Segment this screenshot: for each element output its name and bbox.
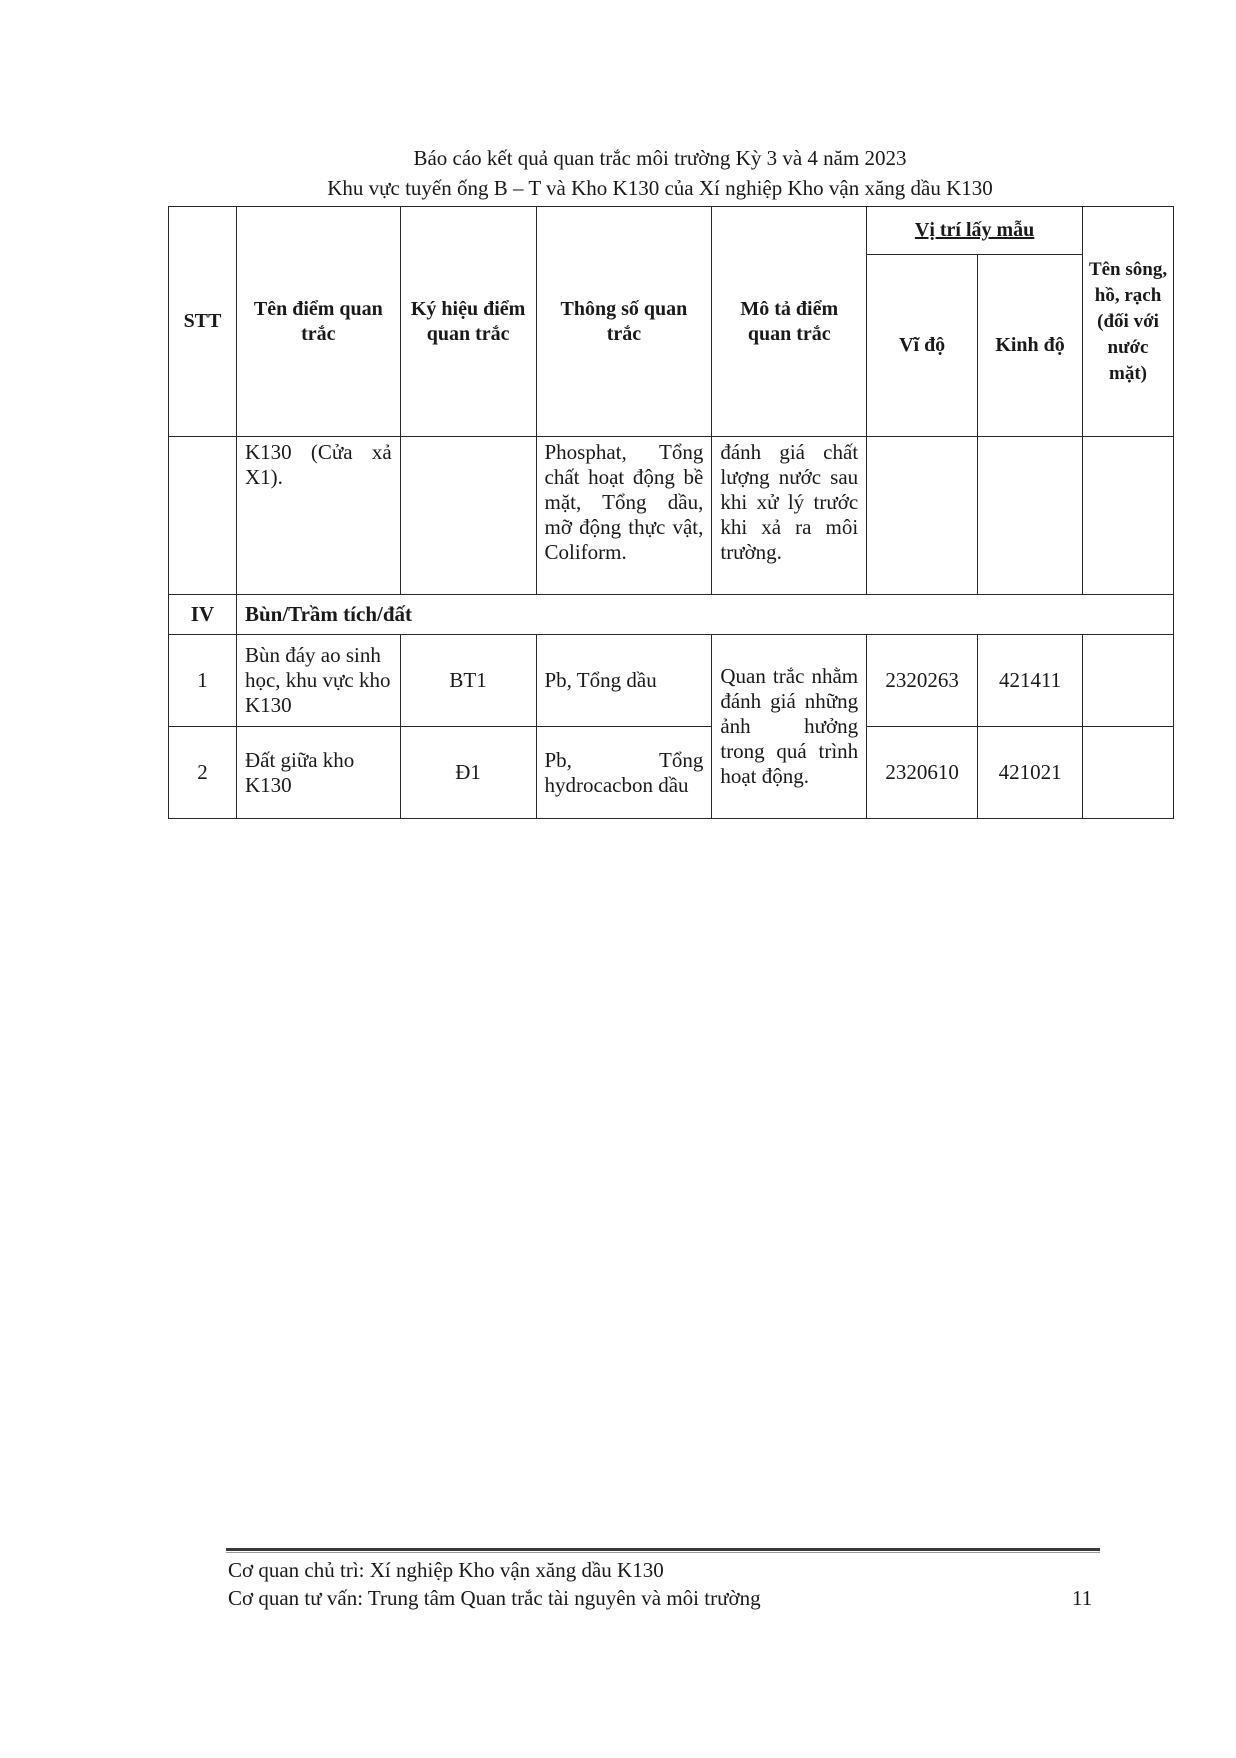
monitoring-table <box>168 206 1174 819</box>
cell-mo-ta: đánh giá chất lượng nước sau khi xử lý trước khi xả ra môi trường. <box>712 437 867 595</box>
section-row <box>169 595 1174 635</box>
cell-mo-ta: Quan trắc nhằm đánh giá những ảnh hưởng trong quá trình hoạt động. <box>712 635 867 819</box>
cell-stt: 2 <box>169 727 237 819</box>
cell-vi-do: 2320263 <box>867 635 978 727</box>
cell-kinh-do: 421411 <box>978 635 1083 727</box>
page-number: 11 <box>1072 1586 1093 1610</box>
footer-divider <box>226 1548 1100 1551</box>
cell-ky-hieu: Đ1 <box>400 727 536 819</box>
cell-ten-diem: Bùn đáy ao sinh học, khu vực kho K130 <box>236 635 400 727</box>
report-title-line-2: Khu vực tuyến ống B – T và Kho K130 của Xí nghiệp Kho vận xăng dầu K130 <box>327 176 993 200</box>
cell-thong-so: Pb, Tổng dầu <box>536 635 712 727</box>
cell-vi-do: 2320610 <box>867 727 978 819</box>
col-header-thong-so: Thông số quan trắc <box>536 207 712 437</box>
col-header-vi-do: Vĩ độ <box>867 255 978 437</box>
cell-ten-diem: Đất giữa kho K130 <box>236 727 400 819</box>
cell-stt: 1 <box>169 635 237 727</box>
cell-stt <box>169 437 237 595</box>
col-header-stt: STT <box>169 207 237 437</box>
col-header-ten-song: Tên sông, hồ, rạch (đối với nước mặt) <box>1083 207 1174 437</box>
cell-vi-do <box>867 437 978 595</box>
cell-ky-hieu: BT1 <box>400 635 536 727</box>
cell-thong-so: Phosphat, Tổng chất hoạt động bề mặt, Tổng dầu, mỡ động thực vật, Coliform. <box>536 437 712 595</box>
col-header-mo-ta: Mô tả điểm quan trắc <box>712 207 867 437</box>
cell-ten-song <box>1083 727 1174 819</box>
footer-host-agency: Cơ quan chủ trì: Xí nghiệp Kho vận xăng dầu K130 <box>228 1558 664 1582</box>
cell-ten-diem: K130 (Cửa xả X1). <box>236 437 400 595</box>
col-header-kinh-do: Kinh độ <box>978 255 1083 437</box>
table-row-continued <box>169 437 1174 595</box>
cell-ky-hieu <box>400 437 536 595</box>
col-header-ky-hieu: Ký hiệu điểm quan trắc <box>400 207 536 437</box>
section-title: Bùn/Trầm tích/đất <box>236 595 1173 635</box>
col-header-ten-diem: Tên điểm quan trắc <box>236 207 400 437</box>
header-row-1 <box>169 207 1174 255</box>
cell-thong-so: Pb, Tổng hydrocacbon dầu <box>536 727 712 819</box>
cell-ten-song <box>1083 437 1174 595</box>
report-title-line-1: Báo cáo kết quả quan trắc môi trường Kỳ 3 và 4 năm 2023 <box>413 146 907 170</box>
footer-divider-thin <box>226 1552 1100 1553</box>
cell-kinh-do: 421021 <box>978 727 1083 819</box>
col-header-vi-tri: Vị trí lấy mẫu <box>867 207 1083 255</box>
table-row <box>169 635 1174 727</box>
footer-consulting-agency: Cơ quan tư vấn: Trung tâm Quan trắc tài nguyên và môi trường <box>228 1586 761 1610</box>
cell-ten-song <box>1083 635 1174 727</box>
section-number: IV <box>169 595 237 635</box>
cell-kinh-do <box>978 437 1083 595</box>
table-row <box>169 727 1174 819</box>
